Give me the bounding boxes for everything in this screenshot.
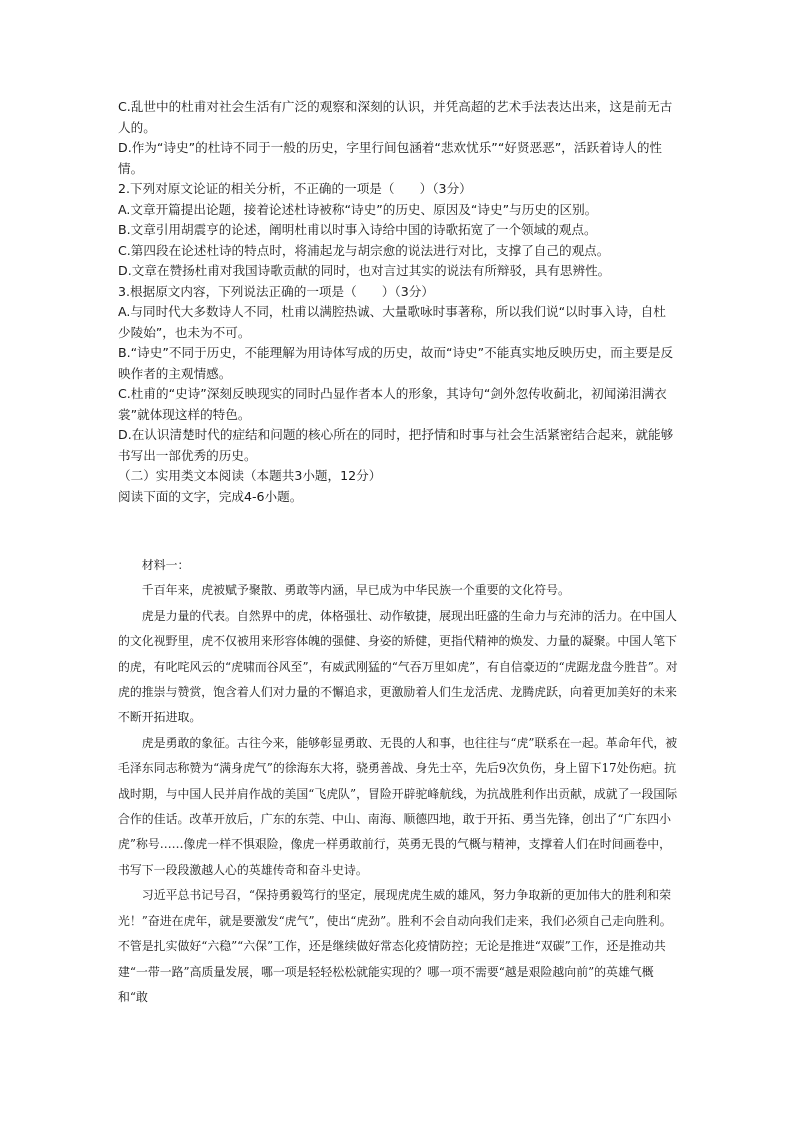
question-block (118, 97, 678, 507)
material-label: 材料一： (141, 558, 190, 572)
option-3a: A.与同时代大多数诗人不同，杜甫以满腔热诚、大量歌咏时事著称，所以我们说“以时事入诗，自杜少陵始”，也未为不可。 (118, 304, 666, 340)
option-3d: D.在认识清楚时代的症结和问题的核心所在的同时，把抒情和时事与社会生活紧密结合起来，就能够书写出一部优秀的历史。 (118, 427, 674, 463)
option-2c: C.第四段在论述杜诗的特点时，将浦起龙与胡宗愈的说法进行对比，支撑了自己的观点。 (118, 242, 610, 258)
option-2d: D.文章在赞扬杜甫对我国诗歌贡献的同时，也对言过其实的说法有所辩驳，具有思辨性。 (118, 263, 611, 278)
option-3b: B.“诗史”不同于历史，不能理解为用诗体写成的历史，故而“诗史”不能真实地反映历史，而主要是反映作者的主观情感。 (118, 345, 674, 381)
question-2: 2.下列对原文论证的相关分析，不正确的一项是（ ）（3分） (118, 181, 472, 196)
option-1c: C.乱世中的杜甫对社会生活有广泛的观察和深刻的认识，并凭高超的艺术手法表达出来，这是前无古人的。 (118, 99, 673, 135)
section-heading: （二）实用类文本阅读（本题共3小题，12分） (118, 468, 382, 483)
material-paragraph: 虎是勇敢的象征。古往今来，能够彰显勇敢、无畏的人和事，也往往与“虎”联系在一起。革命年代，被毛泽东同志称赞为“满身虎气”的徐海东大将，骁勇善战、身先士卒，先后9次负伤，身上留下17处伤疤。抗战时期，与中国人民并肩作战的美国“飞虎队”，冒险开辟驼峰航线，为抗战胜利作出贡献，成就了一段国际合作的佳话。改革开放后，广东的东莞、中山、南海、顺德四地，敢于开拓、勇当先锋，创出了“广东四小虎”称号……像虎一样不惧艰险，像虎一样勇敢前行，英勇无畏的气概与精神，支撑着人们在时间画卷中，书写下一段段激越人心的英雄传奇和奋斗史诗。 (118, 735, 678, 877)
material-paragraph: 习近平总书记号召，“保持勇毅笃行的坚定，展现虎虎生威的雄风，努力争取新的更加伟大的胜利和荣光！”奋进在虎年，就是要激发“虎气”，使出“虎劲”。胜利不会自动向我们走来，我们必须自己走向胜利。不管是扎实做好“六稳”“六保”工作，还是继续做好常态化疫情防控；无论是推进“双碳”工作，还是推动共建“一带一路”高质量发展，哪一项是轻轻松松就能实现的？哪一项不需要“越是艰险越向前”的英雄气概和“敢 (118, 888, 672, 1004)
material-paragraph: 虎是力量的代表。自然界中的虎，体格强壮、动作敏捷，展现出旺盛的生命力与充沛的活力。在中国人的文化视野里，虎不仅被用来形容体魄的强健、身姿的矫健，更指代精神的焕发、力量的凝聚。中国人笔下的虎，有叱咤风云的“虎啸而谷风至”，有威武刚猛的“气吞万里如虎”，有自信豪迈的“虎踞龙盘今胜昔”。对虎的推崇与赞赏，饱含着人们对力量的不懈追求，更激励着人们生龙活虎、龙腾虎跃，向着更加美好的未来不断开拓进取。 (118, 608, 678, 725)
question-3: 3.根据原文内容，下列说法正确的一项是（ ）（3分） (118, 283, 434, 299)
reading-instruction: 阅读下面的文字，完成4-6小题。 (118, 488, 303, 504)
option-1d: D.作为“诗史”的杜诗不同于一般的历史，字里行间包涵着“悲欢忧乐”“好贤恶恶”，活跃着诗人的性情。 (118, 140, 663, 176)
material-block (118, 553, 678, 1010)
option-2a: A.文章开篇提出论题，接着论述杜诗被称“诗史”的历史、原因及“诗史”与历史的区别。 (118, 201, 598, 217)
material-paragraph: 千百年来，虎被赋予聚散、勇敢等内涵，早已成为中华民族一个重要的文化符号。 (141, 583, 570, 598)
option-2b: B.文章引用胡震亨的论述，阐明杜甫以时事入诗给中国的诗歌拓宽了一个领域的观点。 (118, 222, 597, 237)
option-3c: C.杜甫的“史诗”深刻反映现实的同时凸显作者本人的形象，其诗句“剑外忽传收蓟北，初闻涕泪满衣裳”就体现这样的特色。 (118, 386, 667, 422)
